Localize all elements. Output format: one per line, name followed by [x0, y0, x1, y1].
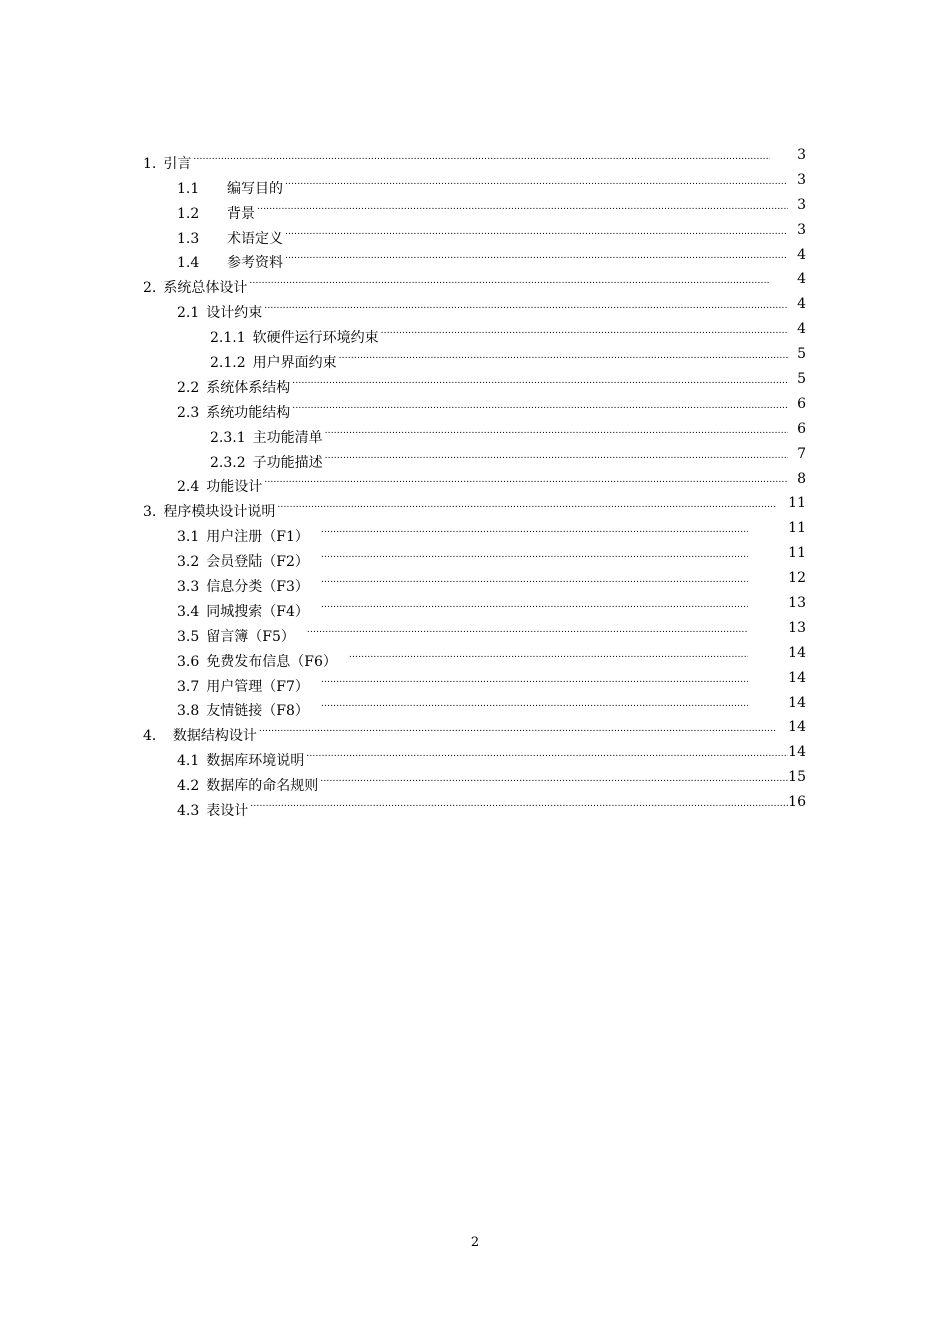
toc-dot-leader [321, 566, 748, 591]
toc-entry[interactable] [0, 193, 950, 222]
toc-dot-leader [285, 243, 788, 268]
toc-entry-number: 2.3.2 [210, 454, 246, 471]
toc-entry-page: 16 [788, 794, 806, 811]
toc-entry-number: 3.3 [177, 579, 200, 596]
toc-entry[interactable] [0, 143, 950, 172]
toc-entry-body [210, 342, 790, 372]
toc-entry[interactable] [0, 218, 950, 247]
toc-entry-page: 8 [797, 470, 806, 487]
toc-entry-page: 5 [797, 346, 806, 363]
toc-dot-leader [264, 292, 788, 317]
toc-entry-page: 3 [797, 221, 806, 238]
toc-entry-number: 3.7 [177, 678, 200, 695]
toc-entry-page: 6 [797, 420, 806, 437]
toc-entry-title: 同城搜索（F4） [206, 603, 309, 620]
toc-entry-body [177, 516, 750, 546]
toc-entry-number: 2.1.2 [210, 355, 246, 372]
toc-entry-number: 2. [143, 280, 157, 297]
toc-entry-body [177, 591, 750, 620]
toc-dot-leader [321, 691, 748, 716]
toc-dot-leader [277, 491, 776, 516]
toc-entry-title: 参考资料 [227, 255, 283, 272]
toc-entry-title: 背景 [227, 205, 255, 222]
toc-entry-title: 友情链接（F8） [206, 703, 309, 720]
toc-entry-body [177, 168, 790, 197]
toc-entry-page: 3 [797, 196, 806, 213]
toc-entry-page: 5 [797, 371, 806, 388]
toc-entry-body [177, 790, 790, 820]
toc-entry-body [210, 317, 790, 347]
toc-entry-title: 用户界面约束 [252, 355, 337, 372]
toc-entry-body [177, 243, 790, 272]
toc-entry-number: 4.1 [177, 753, 200, 770]
toc-dot-leader [325, 417, 788, 442]
toc-entry-title: 子功能描述 [252, 454, 323, 471]
toc-dot-leader [257, 193, 788, 218]
toc-entry-title: 系统体系结构 [206, 379, 291, 396]
toc-entry-page: 11 [788, 520, 806, 537]
toc-entry-number: 1.4 [177, 255, 200, 272]
toc-dot-leader [321, 541, 748, 566]
toc-entry[interactable] [0, 491, 950, 521]
toc-entry-title: 表设计 [206, 803, 249, 820]
toc-entry-page: 11 [788, 545, 806, 562]
toc-entry-number: 1.1 [177, 180, 200, 197]
toc-dot-leader [250, 790, 788, 815]
toc-dot-leader [306, 740, 788, 765]
toc-entry-body [177, 765, 790, 795]
toc-entry-number: 2.1 [177, 305, 200, 322]
toc-entry-title: 设计约束 [206, 305, 263, 322]
toc-entry-page: 14 [788, 694, 806, 711]
toc-entry-title: 系统总体设计 [163, 280, 248, 297]
toc-entry-body [177, 616, 750, 645]
toc-entry[interactable] [0, 740, 950, 770]
toc-entry-title: 系统功能结构 [206, 404, 291, 421]
toc-entry-number: 1. [143, 155, 157, 172]
toc-dot-leader [285, 218, 788, 243]
toc-dot-leader [193, 143, 770, 168]
toc-entry-number: 3.2 [177, 554, 200, 571]
toc-entry-number: 2.4 [177, 479, 200, 496]
toc-entry[interactable] [0, 243, 950, 272]
toc-entry[interactable] [0, 168, 950, 197]
toc-dot-leader [307, 616, 748, 641]
toc-entry-page: 14 [788, 719, 806, 736]
toc-entry-body [210, 442, 790, 471]
toc-entry[interactable] [0, 591, 950, 620]
toc-entry-body [177, 367, 790, 396]
toc-entry-page: 15 [788, 769, 806, 786]
toc-entry-body [177, 641, 750, 670]
toc-entry-page: 4 [797, 271, 806, 288]
toc-entry[interactable] [0, 790, 950, 820]
toc-entry-body [143, 143, 772, 172]
toc-entry-page: 3 [797, 147, 806, 163]
toc-dot-leader [285, 168, 788, 193]
toc-entry-body [177, 392, 790, 421]
toc-entry[interactable] [0, 666, 950, 695]
toc-entry-page: 13 [788, 619, 806, 636]
toc-dot-leader [321, 516, 748, 541]
toc-entry-page: 11 [788, 495, 806, 512]
toc-dot-leader [321, 591, 748, 616]
toc-dot-leader [264, 467, 788, 492]
toc-entry[interactable] [0, 467, 950, 496]
toc-entry-title: 数据库环境说明 [206, 753, 305, 770]
toc-entry-number: 4.2 [177, 778, 200, 795]
toc-entry-title: 功能设计 [206, 479, 263, 496]
toc-entry-page: 3 [797, 171, 806, 188]
toc-entry[interactable] [0, 691, 950, 720]
toc-entry[interactable] [0, 367, 950, 396]
toc-entry-title: 会员登陆（F2） [206, 554, 309, 571]
toc-dot-leader [325, 442, 788, 467]
toc-entry-number: 3.6 [177, 653, 200, 670]
toc-entry[interactable] [0, 317, 950, 347]
toc-entry-title: 免费发布信息（F6） [206, 653, 337, 670]
toc-entry-number: 3.5 [177, 628, 200, 645]
table-of-contents [0, 143, 950, 820]
toc-dot-leader [259, 715, 776, 740]
toc-dot-leader [381, 317, 788, 342]
toc-entry-number: 3. [143, 504, 157, 521]
toc-entry-title: 用户注册（F1） [206, 529, 309, 546]
toc-entry-page: 14 [788, 669, 806, 686]
toc-entry-title: 信息分类（F3） [206, 579, 309, 596]
toc-entry-number: 3.1 [177, 529, 200, 546]
toc-entry-number: 3.8 [177, 703, 200, 720]
toc-entry-page: 4 [797, 246, 806, 263]
toc-entry-page: 6 [797, 395, 806, 412]
toc-entry-body [177, 740, 790, 770]
toc-entry-title: 留言簿（F5） [206, 628, 295, 645]
toc-entry-title: 用户管理（F7） [206, 678, 309, 695]
toc-entry-page: 14 [788, 744, 806, 761]
toc-entry-page: 7 [797, 445, 806, 462]
toc-entry-body [177, 691, 750, 720]
toc-entry-title: 引言 [163, 155, 192, 172]
toc-entry-number: 1.3 [177, 230, 200, 247]
toc-entry-body [143, 267, 772, 297]
toc-entry-body [177, 666, 750, 695]
toc-dot-leader [292, 392, 788, 417]
toc-entry-body [177, 292, 790, 322]
toc-entry-title: 程序模块设计说明 [163, 504, 276, 521]
toc-entry-number: 3.4 [177, 603, 200, 620]
toc-entry[interactable] [0, 566, 950, 596]
toc-entry-number: 2.3 [177, 404, 200, 421]
toc-entry-page: 4 [797, 321, 806, 338]
toc-entry-number: 2.2 [177, 379, 200, 396]
toc-entry-body [177, 218, 790, 247]
toc-entry-body [177, 541, 750, 571]
toc-entry-page: 13 [788, 595, 806, 612]
toc-entry-page: 14 [788, 644, 806, 661]
toc-entry-body [143, 491, 778, 521]
toc-entry-number: 4.3 [177, 803, 200, 820]
toc-entry[interactable] [0, 616, 950, 645]
toc-entry-body [177, 193, 790, 222]
toc-entry[interactable] [0, 392, 950, 421]
toc-entry-title: 数据库的命名规则 [206, 778, 319, 795]
toc-entry-number: 2.1.1 [210, 330, 246, 347]
toc-entry-title: 主功能清单 [252, 429, 323, 446]
toc-dot-leader [320, 765, 788, 790]
toc-entry-body [143, 715, 778, 745]
toc-dot-leader [349, 641, 748, 666]
toc-entry[interactable] [0, 342, 950, 372]
toc-entry-page: 4 [797, 296, 806, 313]
page-number: 2 [470, 1235, 480, 1250]
toc-entry-title: 软硬件运行环境约束 [252, 330, 379, 347]
toc-entry-number: 4． [143, 728, 166, 745]
toc-entry-body [177, 566, 750, 596]
toc-entry[interactable] [0, 765, 950, 795]
toc-dot-leader [339, 342, 788, 367]
toc-entry-title: 数据结构设计 [172, 728, 257, 745]
toc-dot-leader [321, 666, 748, 691]
toc-entry[interactable] [0, 417, 950, 446]
toc-entry[interactable] [0, 267, 950, 297]
toc-entry-title: 术语定义 [227, 230, 283, 247]
toc-entry-page: 12 [788, 570, 806, 587]
toc-entry-number: 1.2 [177, 205, 200, 222]
toc-entry[interactable] [0, 641, 950, 670]
toc-entry-body [210, 417, 790, 446]
toc-entry[interactable] [0, 292, 950, 322]
toc-entry[interactable] [0, 541, 950, 571]
toc-entry[interactable] [0, 516, 950, 546]
toc-entry-number: 2.3.1 [210, 429, 246, 446]
toc-dot-leader [249, 267, 770, 292]
toc-entry-title: 编写目的 [227, 180, 283, 197]
toc-entry[interactable] [0, 442, 950, 471]
toc-dot-leader [292, 367, 788, 392]
toc-entry[interactable] [0, 715, 950, 745]
toc-entry-body [177, 467, 790, 496]
